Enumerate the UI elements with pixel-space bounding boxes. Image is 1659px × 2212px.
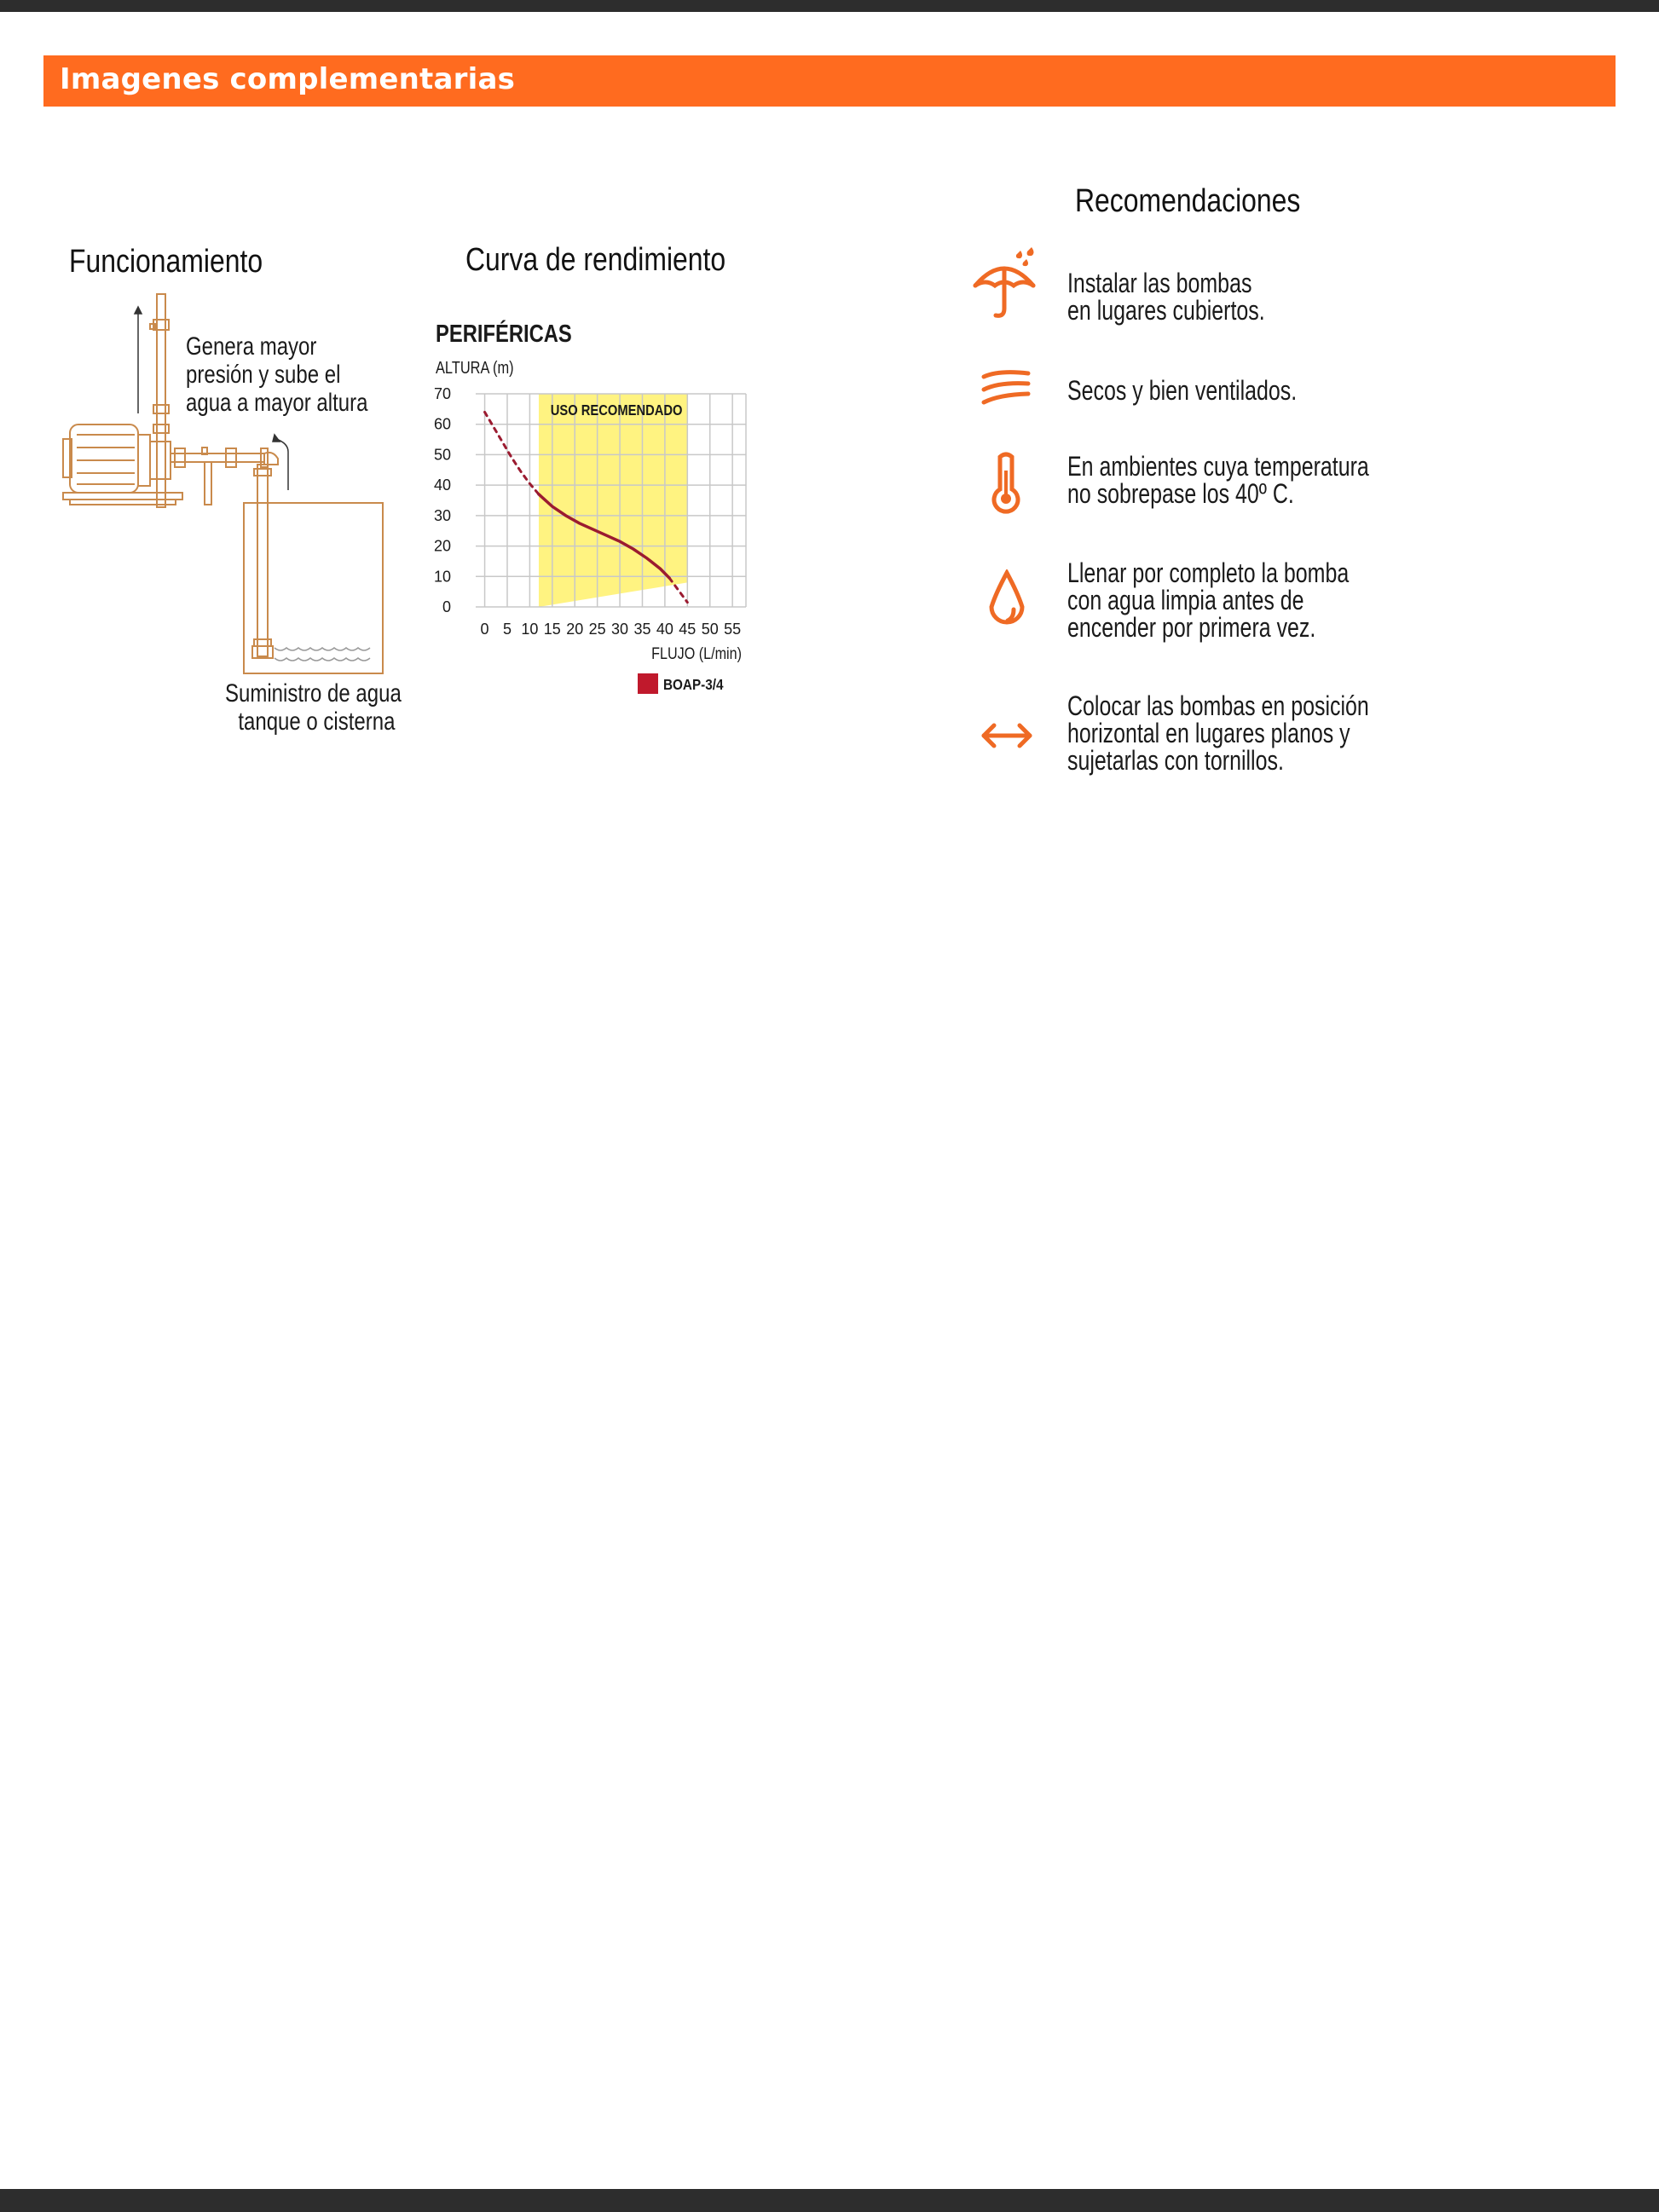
y-tick-label: 0 xyxy=(442,598,451,615)
legend-swatch xyxy=(638,673,658,694)
recommended-zone-label: USO RECOMENDADO xyxy=(550,401,683,419)
recomendaciones-title: Recomendaciones xyxy=(1075,183,1301,219)
y-axis-label: ALTURA (m) xyxy=(436,357,514,378)
recommendation-5: Colocar las bombas en posición horizontal en lugares planos y sujetarlas con tornillos. xyxy=(1067,690,1369,776)
recommendation-4: Llenar por completo la bomba con agua limpia antes de encender por primera vez. xyxy=(1067,557,1350,643)
umbrella-rain-icon xyxy=(972,247,1044,324)
x-tick-label: 55 xyxy=(724,621,742,638)
x-tick-label: 20 xyxy=(566,621,584,638)
x-tick-label: 30 xyxy=(611,621,629,638)
chart-title: PERIFÉRICAS xyxy=(436,319,572,348)
x-tick-label: 5 xyxy=(502,621,512,638)
recommendation-3: En ambientes cuya temperatura no sobrepase los 40º C. xyxy=(1067,451,1369,509)
x-tick-label: 45 xyxy=(679,621,697,638)
horizontal-arrows-icon xyxy=(980,720,1033,751)
top-bar xyxy=(0,0,1659,12)
supply-text: Suministro de agua tanque o cisterna xyxy=(225,679,402,736)
y-tick-label: 50 xyxy=(433,446,451,464)
banner-title: Imagenes complementarias xyxy=(60,62,516,96)
y-tick-label: 10 xyxy=(433,568,451,586)
x-tick-label: 50 xyxy=(701,621,719,638)
curva-title: Curva de rendimiento xyxy=(465,242,726,278)
section-banner xyxy=(43,55,1616,107)
x-tick-label: 15 xyxy=(543,621,561,638)
bottom-bar xyxy=(0,2189,1659,2212)
wind-icon xyxy=(980,368,1032,411)
water-tank xyxy=(244,503,383,673)
x-axis-label: FLUJO (L/min) xyxy=(651,644,742,663)
thermometer-icon xyxy=(989,452,1023,516)
x-tick-label: 10 xyxy=(521,621,539,638)
discharge-pipe xyxy=(157,294,165,507)
x-tick-label: 25 xyxy=(588,621,606,638)
water-drop-icon xyxy=(987,569,1026,631)
x-tick-label: 0 xyxy=(480,621,489,638)
y-tick-label: 20 xyxy=(433,537,451,555)
recommendation-2: Secos y bien ventilados. xyxy=(1067,375,1298,406)
y-tick-label: 30 xyxy=(433,506,451,524)
y-tick-label: 70 xyxy=(433,385,451,402)
y-tick-label: 40 xyxy=(433,476,451,494)
performance-chart xyxy=(431,311,772,703)
funcionamiento-title: Funcionamiento xyxy=(69,244,263,280)
x-tick-label: 40 xyxy=(656,621,673,638)
legend-label: BOAP-3/4 xyxy=(663,675,724,694)
pressure-text: Genera mayor presión y sube el agua a mayor altura xyxy=(186,332,368,417)
recommendation-1: Instalar las bombas en lugares cubiertos. xyxy=(1067,268,1265,326)
y-tick-label: 60 xyxy=(433,415,451,433)
x-tick-label: 35 xyxy=(633,621,651,638)
